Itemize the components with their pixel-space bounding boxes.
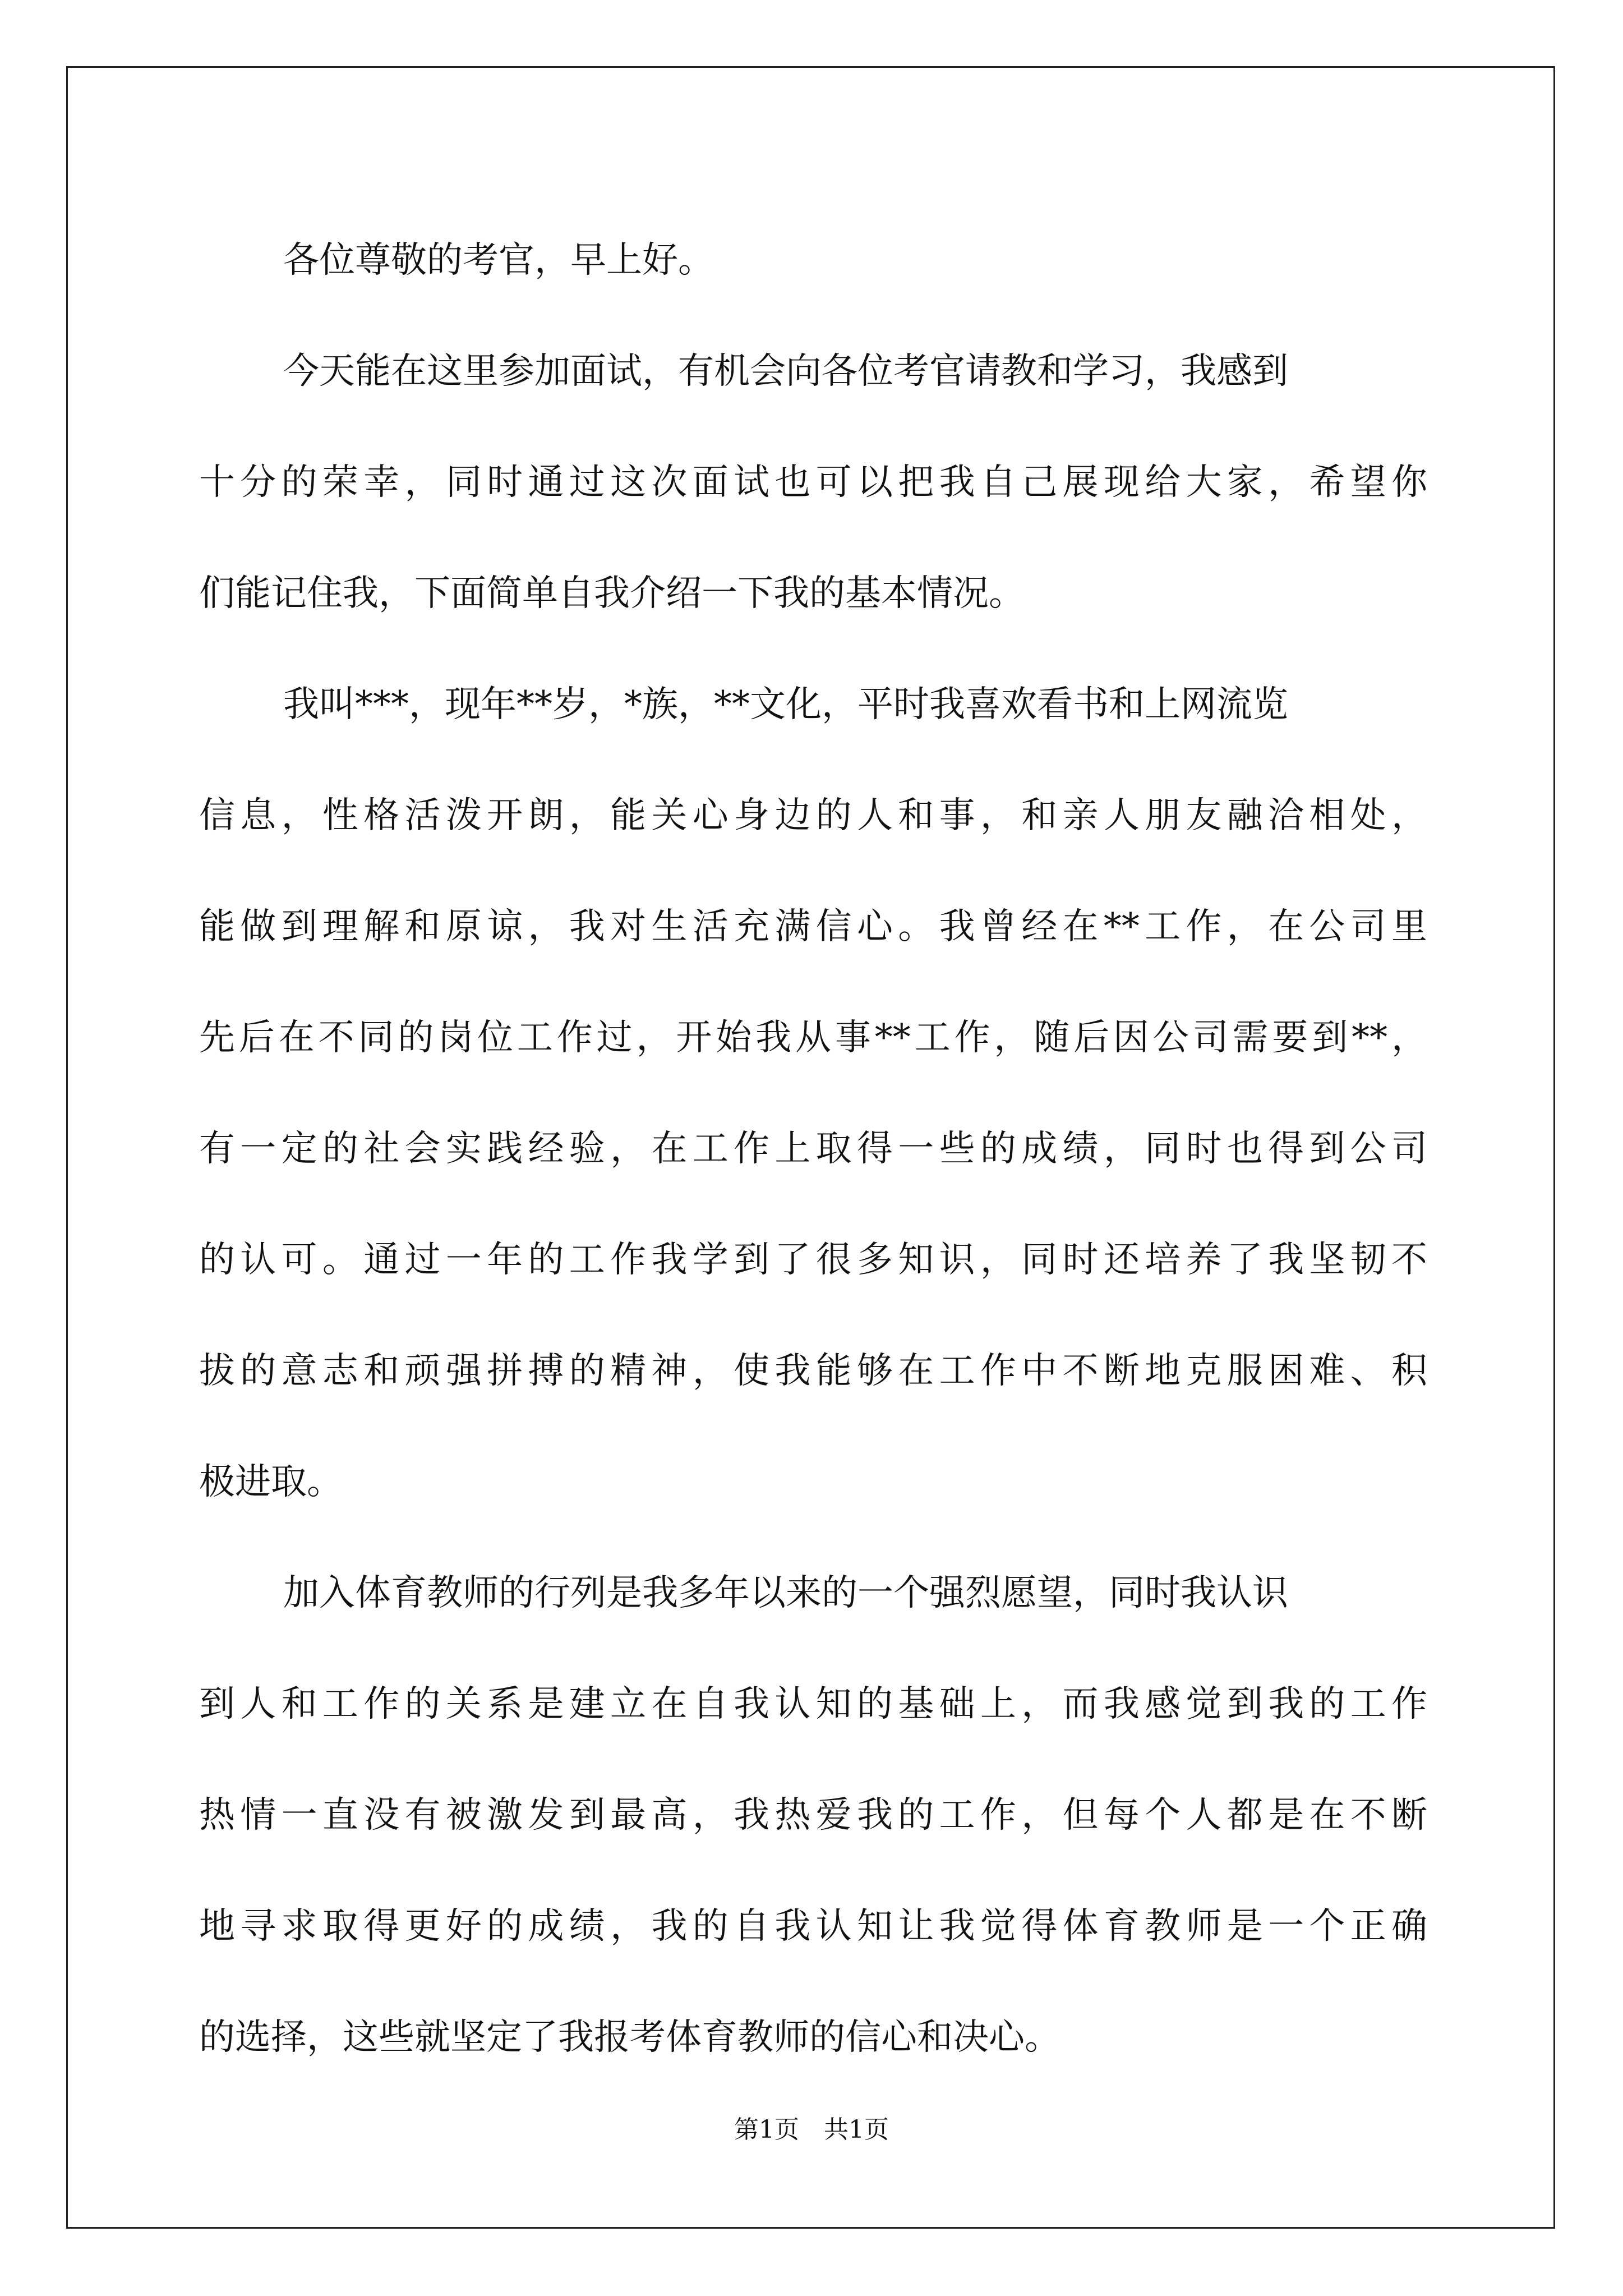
paragraph-line: 先后在不同的岗位工作过，开始我从事**工作，随后因公司需要到**， — [199, 1017, 1427, 1059]
paragraph-line: 热情一直没有被激发到最高，我热爱我的工作，但每个人都是在不断 — [199, 1795, 1427, 1836]
paragraph-line: 有一定的社会实践经验，在工作上取得一些的成绩，同时也得到公司 — [199, 1128, 1427, 1170]
document-body — [199, 205, 1427, 2093]
paragraph-line: 各位尊敬的考官，早上好。 — [283, 240, 714, 281]
paragraph-line: 拔的意志和顽强拼搏的精神，使我能够在工作中不断地克服困难、积 — [199, 1350, 1427, 1392]
paragraph-line: 们能记住我，下面简单自我介绍一下我的基本情况。 — [199, 573, 1025, 614]
page-number-footer: 第1页 共1页 — [734, 2115, 889, 2144]
paragraph-line: 加入体育教师的行列是我多年以来的一个强烈愿望，同时我认识 — [283, 1572, 1288, 1614]
paragraph-line: 十分的荣幸，同时通过这次面试也可以把我自己展现给大家，希望你 — [199, 462, 1427, 503]
paragraph-line: 地寻求取得更好的成绩，我的自我认知让我觉得体育教师是一个正确 — [199, 1906, 1427, 1947]
paragraph-line: 能做到理解和原谅，我对生活充满信心。我曾经在**工作，在公司里 — [199, 906, 1427, 947]
paragraph-line: 极进取。 — [199, 1461, 343, 1503]
paragraph-line: 的选择，这些就坚定了我报考体育教师的信心和决心。 — [199, 2017, 1061, 2058]
paragraph-line: 我叫***，现年**岁，*族，**文化，平时我喜欢看书和上网流览 — [283, 684, 1288, 725]
paragraph-line: 到人和工作的关系是建立在自我认知的基础上，而我感觉到我的工作 — [199, 1683, 1427, 1725]
paragraph-line: 的认可。通过一年的工作我学到了很多知识，同时还培养了我坚韧不 — [199, 1239, 1427, 1281]
paragraph-line: 信息，性格活泼开朗，能关心身边的人和事，和亲人朋友融洽相处， — [199, 795, 1427, 836]
paragraph-line: 今天能在这里参加面试，有机会向各位考官请教和学习，我感到 — [283, 351, 1288, 392]
